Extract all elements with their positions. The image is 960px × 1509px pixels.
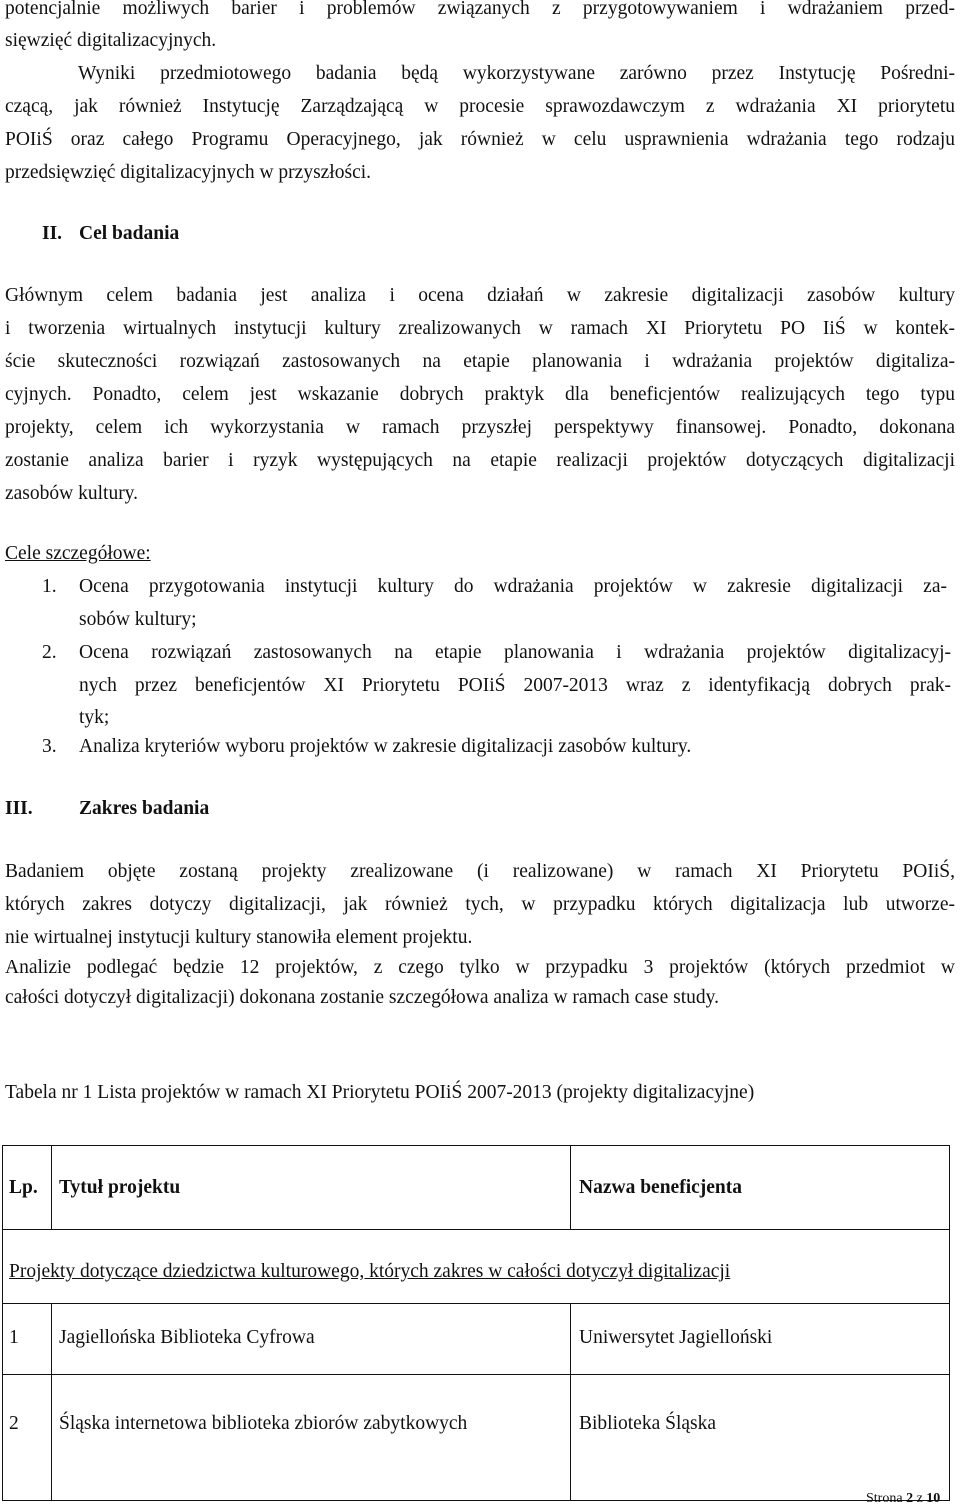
text-line: całości dotyczył digitalizacji) dokonana zostanie szczegółowa analiza w ramach case study.: [5, 987, 719, 1008]
text-line: Ocena przygotowania instytucji kultury do wdrażania projektów w zakresie digitalizacji za-: [79, 576, 947, 597]
table-rule: [570, 1303, 571, 1501]
table-cell-title: Śląska internetowa biblioteka zbiorów zabytkowych: [59, 1413, 468, 1434]
page-number: [866, 1490, 940, 1508]
text-line: Ocena rozwiązań zastosowanych na etapie planowania i wdrażania projektów digitalizacyj-: [79, 642, 951, 663]
text-line: Wyniki przedmiotowego badania będą wykorzystywane zarówno przez Instytucję Pośredni-: [78, 63, 955, 84]
text-line: potencjalnie możliwych barier i problemów związanych z przygotowywaniem i wdrażaniem przed-: [5, 0, 955, 19]
text-line: cyjnych. Ponadto, celem jest wskazanie dobrych praktyk dla beneficjentów realizujących tego typu: [5, 384, 955, 405]
table-header-lp: Lp.: [9, 1177, 38, 1198]
table-header-title: Tytuł projektu: [59, 1177, 181, 1198]
text-line: czącą, jak również Instytucję Zarządzającą w procesie sprawozdawczym z wdrażania XI priorytetu: [5, 96, 955, 117]
table-cell-beneficiary: Uniwersytet Jagielloński: [579, 1327, 773, 1348]
table-cell-title: Jagiellońska Biblioteka Cyfrowa: [59, 1327, 315, 1348]
text-line: POIiŚ oraz całego Programu Operacyjnego, jak również w celu usprawnienia wdrażania tego rodzaju: [5, 129, 955, 150]
text-line: których zakres dotyczy digitalizacji, jak również tych, w przypadku których digitalizacja lub utworze-: [5, 894, 955, 915]
text-line: zostanie analiza barier i ryzyk występujących na etapie realizacji projektów dotyczących digitalizacji: [5, 450, 955, 471]
text-line: projekty, celem ich wykorzystania w ramach przyszłej perspektywy finansowej. Ponadto, dokonana: [5, 417, 955, 438]
table-rule: [51, 1303, 52, 1501]
text-line: Analizie podlegać będzie 12 projektów, z czego tylko w przypadku 3 projektów (których przedmiot w: [5, 957, 955, 978]
goal-number: 3.: [42, 736, 57, 757]
text-line: sięwzięć digitalizacyjnych.: [5, 30, 217, 51]
goals-heading: Cele szczegółowe:: [5, 543, 151, 564]
section-title: Cel badania: [79, 223, 180, 244]
text-line: przedsięwzięć digitalizacyjnych w przyszłości.: [5, 162, 372, 183]
text-line: nie wirtualnej instytucji kultury stanowiła element projektu.: [5, 927, 473, 948]
text-line: zasobów kultury.: [5, 483, 139, 504]
section-number: III.: [5, 798, 33, 819]
table-header-beneficiary: Nazwa beneficjenta: [579, 1177, 742, 1198]
text-line: Głównym celem badania jest analiza i ocena działań w zakresie digitalizacji zasobów kultury: [5, 285, 955, 306]
table-cell-lp: 1: [9, 1327, 19, 1348]
text-line: Badaniem objęte zostaną projekty zrealizowane (i realizowane) w ramach XI Priorytetu POIiŚ,: [5, 861, 955, 882]
text-line: Analiza kryteriów wyboru projektów w zakresie digitalizacji zasobów kultury.: [79, 736, 692, 757]
goal-number: 1.: [42, 576, 57, 597]
page-total: 10: [926, 1491, 941, 1506]
text-line: i tworzenia wirtualnych instytucji kultury zrealizowanych w ramach XI Priorytetu PO IiŚ w kontek-: [5, 318, 955, 339]
goal-number: 2.: [42, 642, 57, 663]
page-of: z: [916, 1491, 923, 1506]
table-caption: Tabela nr 1 Lista projektów w ramach XI Priorytetu POIiŚ 2007-2013 (projekty digitalizacyjne): [5, 1082, 755, 1103]
page-prefix: Strona: [866, 1491, 903, 1506]
text-line: nych przez beneficjentów XI Priorytetu POIiŚ 2007-2013 wraz z identyfikacją dobrych prak-: [79, 675, 951, 696]
text-line: ście skuteczności rozwiązań zastosowanych na etapie planowania i wdrażania projektów digitaliza-: [5, 351, 955, 372]
page-current: 2: [906, 1491, 914, 1506]
table-rule: [570, 1145, 571, 1229]
table-group-label: Projekty dotyczące dziedzictwa kulturowego, których zakres w całości dotyczył digitalizacji: [9, 1261, 731, 1282]
table-rule: [2, 1303, 950, 1304]
table-rule: [2, 1229, 950, 1230]
table-cell-lp: 2: [9, 1413, 19, 1434]
table-rule: [51, 1145, 52, 1229]
section-number: II.: [42, 223, 63, 244]
table-rule: [2, 1374, 950, 1375]
text-line: sobów kultury;: [79, 609, 197, 630]
table-cell-beneficiary: Biblioteka Śląska: [579, 1413, 717, 1434]
text-line: tyk;: [79, 707, 110, 728]
section-title: Zakres badania: [79, 798, 210, 819]
